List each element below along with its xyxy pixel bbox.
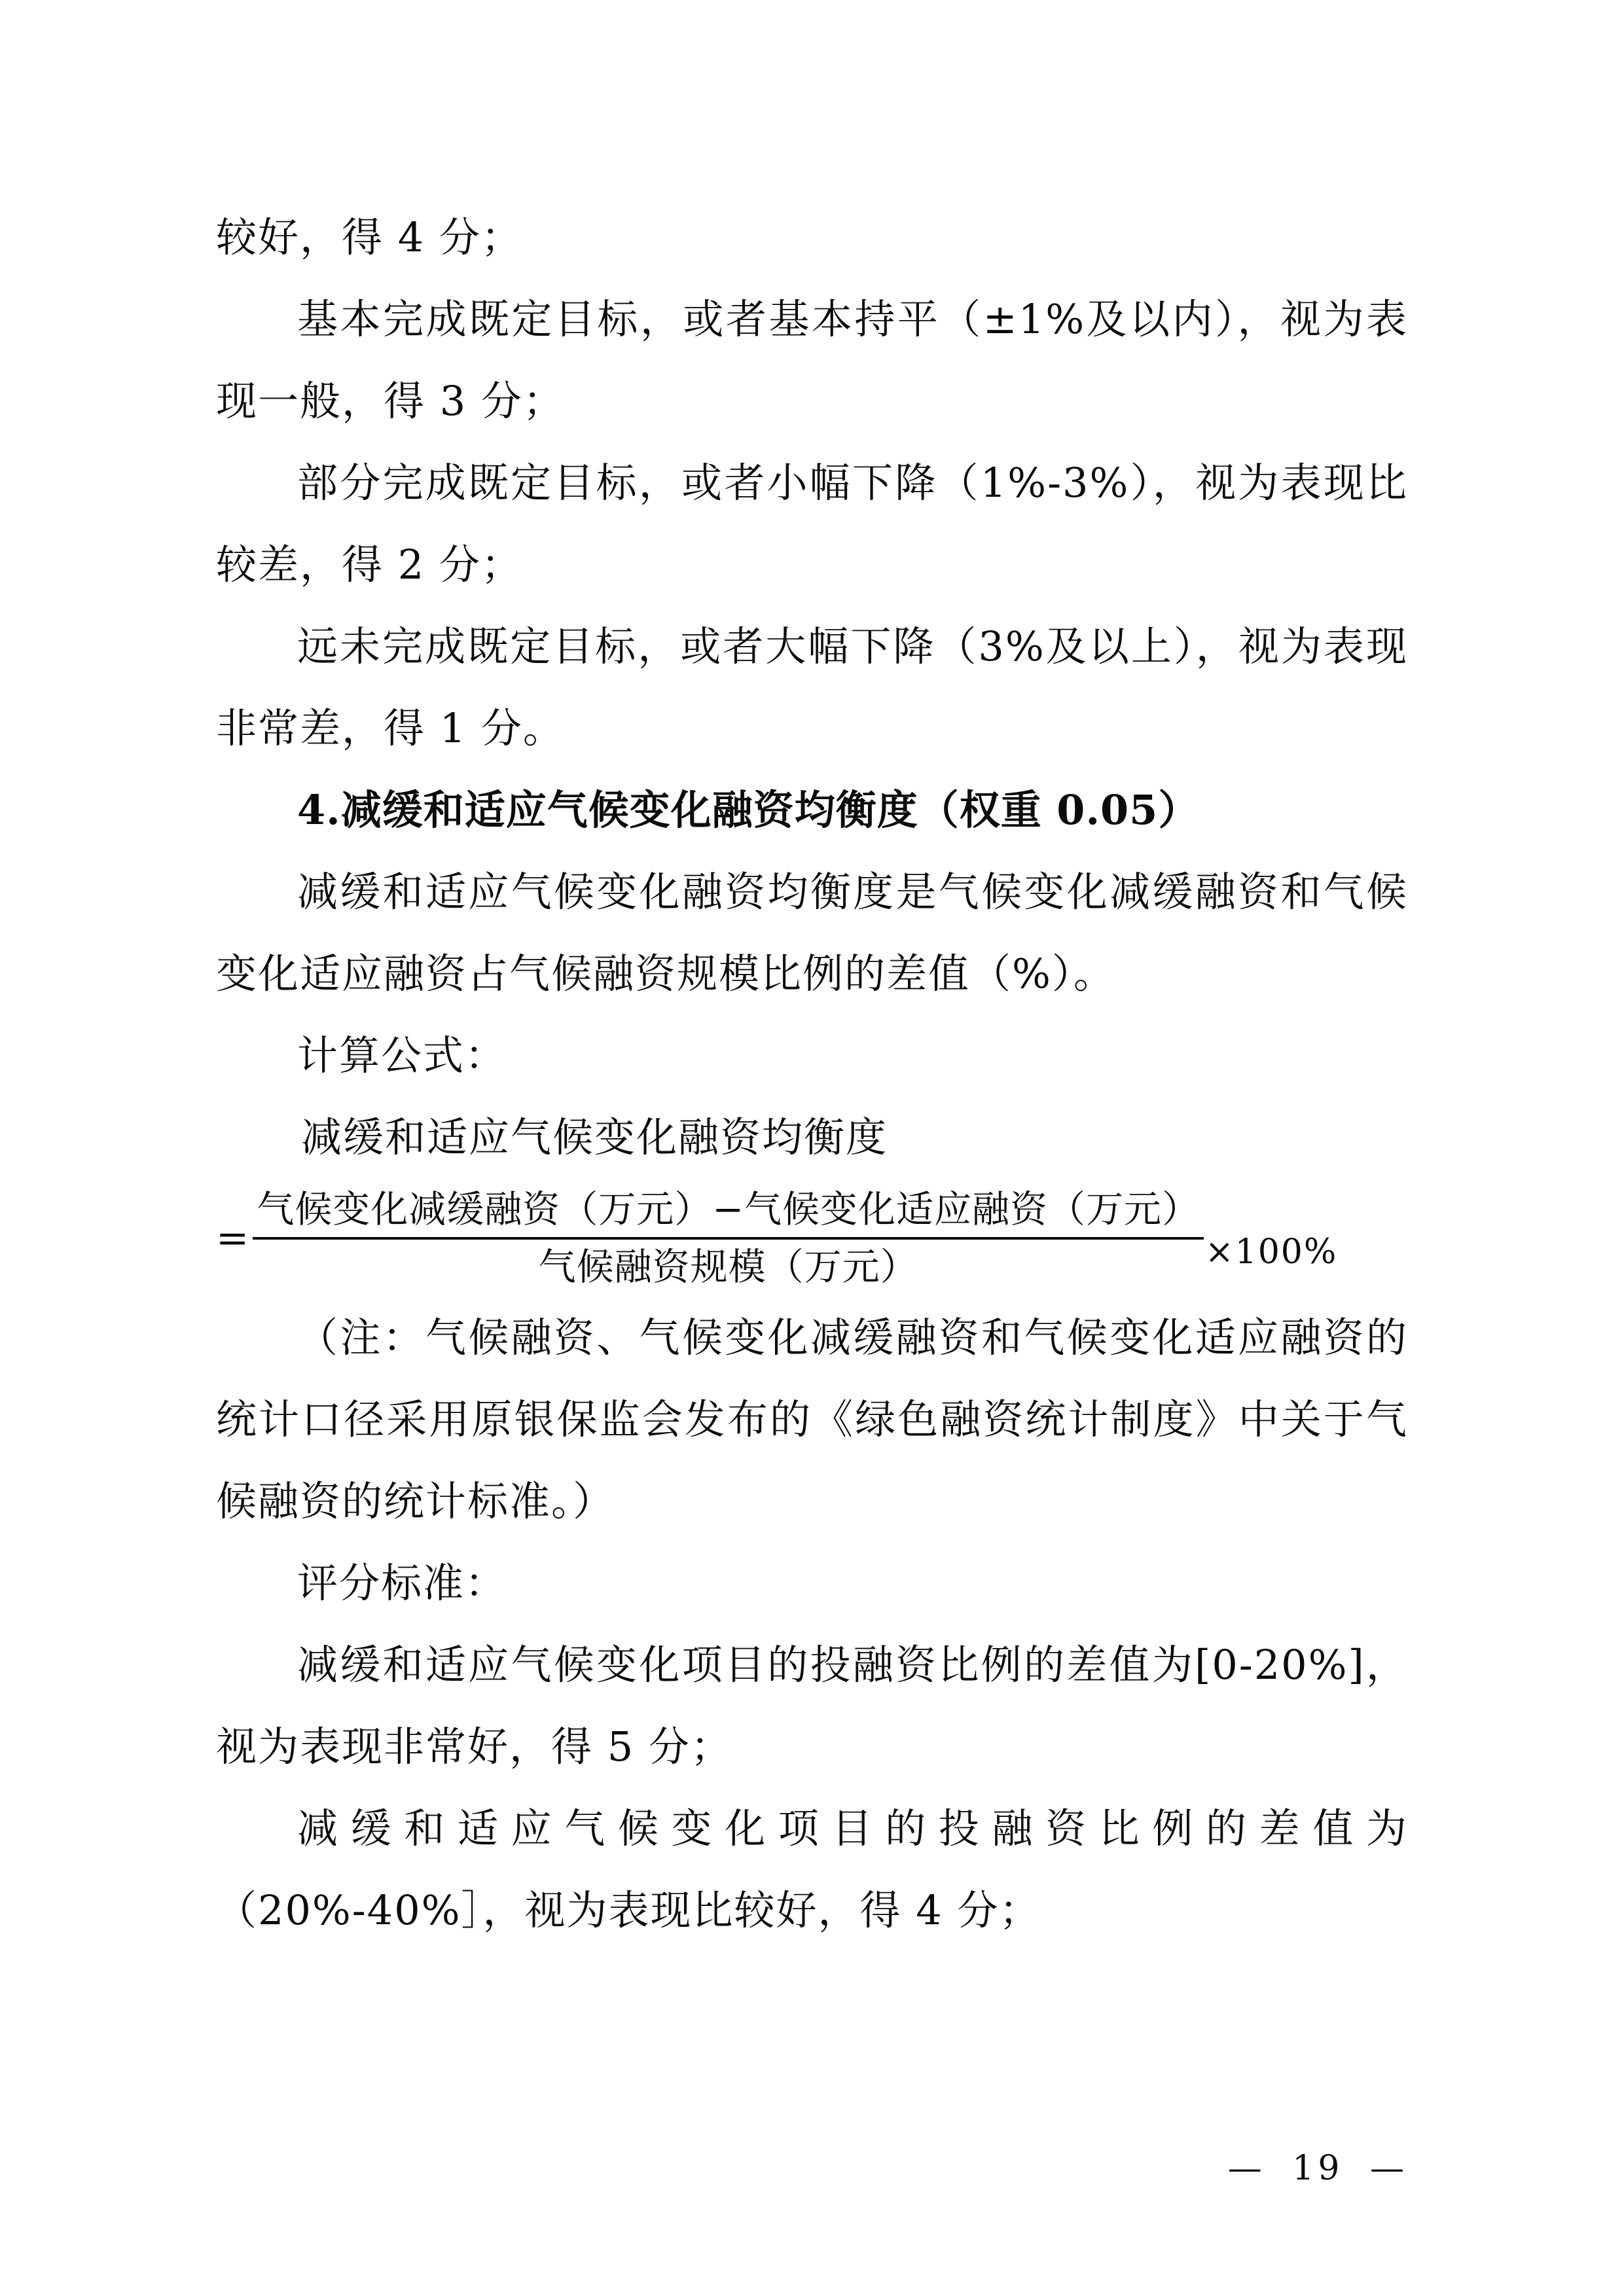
paragraph: 计算公式： [297,1031,507,1079]
paragraph: （注：气候融资、气候变化减缓融资和气候变化适应融资的统计口径采用原银保监会发布的《绿色融资统计制度》中关于气候融资的统计标准。） [216,1313,1408,1525]
formula-fraction [253,1187,1204,1290]
paragraph: 评分标准： [297,1558,507,1607]
formula-numerator: 气候变化减缓融资（万元）−气候变化适应融资（万元） [257,1188,1200,1231]
page-number: 19 [1292,2149,1344,2188]
document-body [216,196,1408,1951]
paragraph: 基本完成既定目标，或者基本持平（±1%及以内），视为表现一般，得 3 分； [216,295,1408,425]
paragraph: 减缓和适应气候变化项目的投融资比例的差值为[0-20%]，视为表现非常好，得 5 分； [216,1640,1408,1770]
section-heading: 4.减缓和适应气候变化融资均衡度（权重 0.05） [297,786,1200,834]
formula-denominator: 气候融资规模（万元） [538,1246,918,1289]
page-footer [0,2149,1408,2188]
paragraph: 远未完成既定目标，或者大幅下降（3%及以上），视为表现非常差，得 1 分。 [216,622,1408,752]
formula-equals-sign: = [216,1215,251,1262]
footer-left-dash: — [1227,2149,1266,2188]
formula-label: 减缓和适应气候变化融资均衡度 [301,1113,888,1161]
formula-suffix: ×100% [1205,1232,1338,1272]
paragraph: 部分完成既定目标，或者小幅下降（1%-3%），视为表现比较差，得 2 分； [216,459,1408,588]
paragraph: 较好，得 4 分； [216,213,523,261]
formula-block [216,1187,1408,1290]
footer-right-dash: — [1370,2149,1408,2188]
paragraph: 减缓和适应气候变化项目的投融资比例的差值为（20%-40%］，视为表现比较好，得 4 分； [216,1804,1408,1934]
paragraph: 减缓和适应气候变化融资均衡度是气候变化减缓融资和气候变化适应融资占气候融资规模比例的差值（%）。 [216,868,1408,997]
